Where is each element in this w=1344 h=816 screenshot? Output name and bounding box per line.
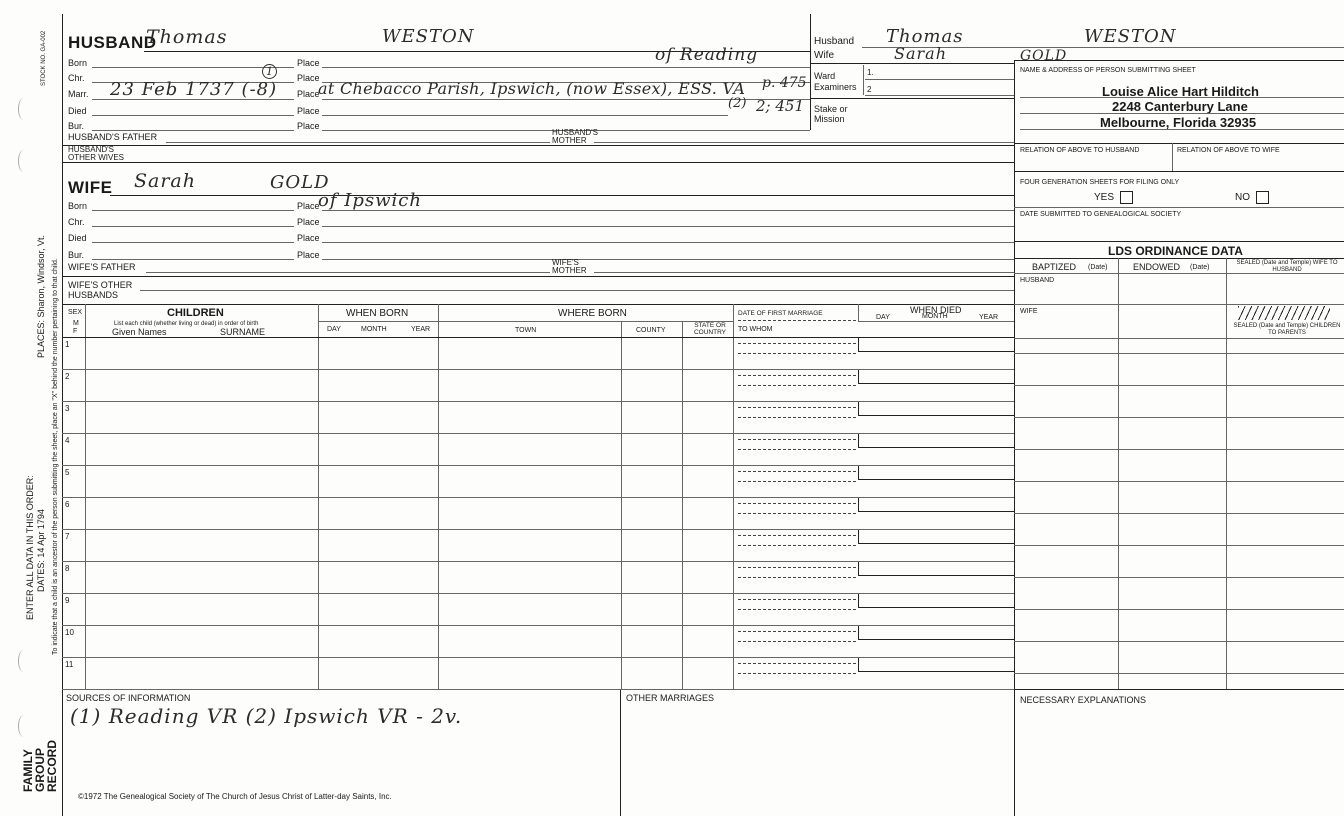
- baptized-date-label: (Date): [1088, 264, 1108, 271]
- lds-row-divider: [1014, 609, 1344, 610]
- child-row-number: 3: [65, 404, 70, 413]
- lds-row-divider: [1014, 577, 1344, 578]
- child-row-number: 11: [65, 660, 74, 669]
- death-date-tick: [858, 530, 859, 544]
- lds-row-divider: [1014, 641, 1344, 642]
- husband-chr-place-label: Place: [297, 73, 320, 83]
- row-divider: [62, 593, 1014, 594]
- right-husband-label: Husband: [814, 36, 855, 47]
- marriage-dash-line: [738, 567, 856, 568]
- left-border: [62, 14, 63, 816]
- ward-label: Ward: [814, 71, 836, 81]
- relation-husband-label: RELATION OF ABOVE TO HUSBAND: [1020, 147, 1140, 154]
- when-died-label: WHEN DIED: [910, 305, 962, 315]
- wife-father-label: WIFE'S FATHER: [68, 262, 136, 272]
- endowed-label: ENDOWED: [1133, 262, 1180, 272]
- row-divider: [62, 625, 1014, 626]
- right-wife-given[interactable]: Sarah: [894, 44, 947, 63]
- no-label: NO: [1235, 192, 1250, 203]
- order-instruction: ENTER ALL DATA IN THIS ORDER:: [25, 475, 35, 620]
- ward-number: 1.: [867, 68, 874, 77]
- punch-hole-mark: [18, 650, 29, 672]
- death-date-tick: [858, 338, 859, 352]
- marr-note-1: 1: [262, 64, 277, 79]
- lds-row-divider: [1014, 673, 1344, 674]
- marr-ref: p. 475: [762, 75, 807, 91]
- sex-label: SEX: [68, 309, 83, 316]
- marriage-dash-line: [738, 577, 856, 578]
- death-date-tick: [858, 562, 859, 576]
- four-gen-label: FOUR GENERATION SHEETS FOR FILING ONLY: [1020, 179, 1180, 186]
- row-divider: [62, 561, 1014, 562]
- died-year-label: YEAR: [979, 314, 999, 321]
- death-date-tick: [858, 626, 859, 640]
- punch-hole-mark: [18, 715, 29, 737]
- marriage-dash-line: [738, 599, 856, 600]
- child-row-number: 10: [65, 628, 74, 637]
- husband-died-place-label: Place: [297, 106, 320, 116]
- lds-wife-row: WIFE: [1020, 308, 1038, 315]
- marriage-dash-line: [738, 471, 856, 472]
- death-date-line[interactable]: [858, 351, 1014, 352]
- where-born-label: WHERE BORN: [558, 308, 627, 319]
- marr-ref-2: 2; 451: [756, 97, 804, 115]
- husband-born-place[interactable]: of Reading: [655, 45, 759, 65]
- husband-other-wives-label: HUSBAND'S OTHER WIVES: [68, 145, 125, 162]
- husband-marr-place-label: Place: [297, 89, 320, 99]
- husband-marr-label: Marr.: [68, 89, 89, 99]
- marr-note-2: (2): [728, 96, 747, 111]
- child-row-number: 5: [65, 468, 70, 477]
- death-date-line[interactable]: [858, 383, 1014, 384]
- when-born-label: WHEN BORN: [346, 308, 409, 319]
- husband-surname[interactable]: WESTON: [382, 26, 475, 47]
- lds-husband-row: HUSBAND: [1020, 277, 1055, 284]
- right-husband-surname[interactable]: WESTON: [1084, 26, 1177, 47]
- baptized-label: BAPTIZED: [1032, 262, 1077, 272]
- child-row-number: 4: [65, 436, 70, 445]
- sources-text[interactable]: (1) Reading VR (2) Ipswich VR - 2v.: [70, 704, 463, 728]
- death-date-line[interactable]: [858, 447, 1014, 448]
- lds-row-divider: [1014, 385, 1344, 386]
- husband-died-label: Died: [68, 106, 87, 116]
- death-date-tick: [858, 658, 859, 672]
- places-entry: PLACES: Sharon, Windsor, Vt.: [36, 234, 46, 358]
- punch-hole-mark: [18, 98, 29, 120]
- marriage-dash-line: [738, 631, 856, 632]
- row-divider: [62, 689, 1014, 690]
- other-marriages-label: OTHER MARRIAGES: [626, 693, 715, 703]
- sealed-wife-label: SEALED (Date and Temple) WIFE TO HUSBAND: [1236, 260, 1338, 273]
- row-divider: [62, 657, 1014, 658]
- examiners-number: 2: [867, 85, 872, 94]
- date-submitted-label: DATE SUBMITTED TO GENEALOGICAL SOCIETY: [1020, 211, 1182, 218]
- wife-mother-label: WIFE'S MOTHER: [552, 258, 587, 275]
- marriage-dash-line: [738, 663, 856, 664]
- husband-heading: HUSBAND: [68, 33, 157, 52]
- death-date-tick: [858, 434, 859, 448]
- submitter-city[interactable]: Melbourne, Florida 32935: [1100, 115, 1257, 130]
- wife-given-name[interactable]: Sarah: [134, 170, 196, 192]
- lds-row-divider: [1014, 481, 1344, 482]
- row-divider: [62, 465, 1014, 466]
- husband-born-place-label: Place: [297, 58, 320, 68]
- given-names-label: Given Names: [112, 327, 167, 337]
- to-whom-label: TO WHOM: [738, 326, 773, 333]
- punch-hole-mark: [18, 150, 29, 172]
- stake-label: Stake or Mission: [814, 104, 848, 124]
- wife-surname[interactable]: GOLD: [270, 172, 330, 193]
- copyright-notice: ©1972 The Genealogical Society of The Church of Jesus Christ of Latter-day Saints, Inc.: [78, 792, 392, 801]
- children-title: CHILDREN: [167, 307, 224, 319]
- county-label: COUNTY: [636, 327, 666, 334]
- lds-row-divider: [1014, 417, 1344, 418]
- wife-chr-place-label: Place: [297, 217, 320, 227]
- marriage-dash-line: [738, 417, 856, 418]
- state-label: STATE OR COUNTRY: [693, 322, 727, 336]
- child-row-number: 2: [65, 372, 70, 381]
- submitter-label: NAME & ADDRESS OF PERSON SUBMITTING SHEET: [1020, 67, 1196, 74]
- right-husband-given[interactable]: Thomas: [886, 26, 964, 47]
- wife-born-place[interactable]: of Ipswich: [318, 190, 422, 211]
- wife-chr-label: Chr.: [68, 217, 85, 227]
- wife-died-label: Died: [68, 233, 87, 243]
- husband-given-name[interactable]: Thomas: [146, 26, 228, 48]
- death-date-line[interactable]: [858, 607, 1014, 608]
- death-date-line[interactable]: [858, 639, 1014, 640]
- examiners-label: Examiners: [814, 82, 857, 92]
- row-divider: [62, 497, 1014, 498]
- lds-row-divider: [1014, 353, 1344, 354]
- death-date-line[interactable]: [858, 479, 1014, 480]
- wife-heading: WIFE: [68, 178, 113, 197]
- husband-marr-place[interactable]: at Chebacco Parish, Ipswich, (now Essex), ESS. VA: [318, 79, 746, 98]
- marriage-dash-line: [738, 641, 856, 642]
- husband-bur-label: Bur.: [68, 121, 85, 131]
- child-row-number: 8: [65, 564, 70, 573]
- children-instruction: List each child (whether living or dead) in order of birth: [114, 321, 259, 327]
- marriage-dash-line: [738, 481, 856, 482]
- submitter-street[interactable]: 2248 Canterbury Lane: [1112, 99, 1248, 114]
- lds-title: LDS ORDINANCE DATA: [1108, 244, 1243, 258]
- death-date-tick: [858, 402, 859, 416]
- marriage-dash-line: [738, 673, 856, 674]
- marriage-dash-line: [738, 609, 856, 610]
- sources-label: SOURCES OF INFORMATION: [66, 693, 191, 703]
- husband-chr-label: Chr.: [68, 73, 85, 83]
- relation-wife-label: RELATION OF ABOVE TO WIFE: [1177, 147, 1280, 154]
- husband-right-divider: [810, 14, 811, 130]
- marriage-dash-line: [738, 385, 856, 386]
- marriage-dash-line: [738, 503, 856, 504]
- lds-row-divider: [1014, 449, 1344, 450]
- wife-bur-label: Bur.: [68, 250, 85, 260]
- sealed-children-label: SEALED (Date and Temple) CHILDREN TO PARENTS: [1233, 323, 1341, 336]
- death-date-tick: [858, 594, 859, 608]
- wife-other-husbands-label: WIFE'S OTHER HUSBANDS: [68, 280, 133, 300]
- husband-bur-place-label: Place: [297, 121, 320, 131]
- death-date-tick: [858, 370, 859, 384]
- wife-died-place-label: Place: [297, 233, 320, 243]
- footer-divider: [620, 689, 621, 816]
- yes-label: YES: [1094, 192, 1115, 203]
- marriage-dash-line: [738, 449, 856, 450]
- death-date-line[interactable]: [858, 575, 1014, 576]
- wife-born-place-label: Place: [297, 201, 320, 211]
- marriage-dash-line: [738, 545, 856, 546]
- endowed-date-label: (Date): [1190, 264, 1210, 271]
- row-divider: [62, 433, 1014, 434]
- first-marriage-label: DATE OF FIRST MARRIAGE: [738, 310, 823, 317]
- died-month-label: MONTH: [922, 313, 948, 320]
- child-row-number: 1: [65, 340, 70, 349]
- marriage-dash-line: [738, 439, 856, 440]
- wife-born-label: Born: [68, 201, 88, 211]
- yes-checkbox[interactable]: [1120, 191, 1133, 204]
- child-row-number: 9: [65, 596, 70, 605]
- husband-mother-label: HUSBAND'S MOTHER: [552, 128, 598, 145]
- marriage-dash-line: [738, 407, 856, 408]
- born-month-label: MONTH: [361, 326, 387, 333]
- child-row-number: 7: [65, 532, 70, 541]
- child-row-number: 6: [65, 500, 70, 509]
- marriage-dash-line: [738, 353, 856, 354]
- died-day-label: DAY: [876, 314, 890, 321]
- mf-label: M F: [73, 320, 79, 335]
- town-label: TOWN: [515, 327, 537, 334]
- row-divider: [62, 529, 1014, 530]
- stock-number: STOCK NO. GA-002: [41, 30, 47, 86]
- lds-row-divider: [1014, 513, 1344, 514]
- death-date-tick: [858, 466, 859, 480]
- children-top-line: [62, 304, 1014, 305]
- row-divider: [62, 369, 1014, 370]
- born-year-label: YEAR: [411, 326, 431, 333]
- husband-born-label: Born: [68, 58, 88, 68]
- marriage-dash-line: [738, 513, 856, 514]
- form-title: FAMILY GROUP RECORD: [21, 739, 59, 792]
- lds-row-divider: [1014, 545, 1344, 546]
- dates-entry: DATES: 14 Apr 1794: [36, 509, 46, 592]
- marriage-dash-line: [738, 343, 856, 344]
- death-date-line[interactable]: [858, 415, 1014, 416]
- husband-marr-date[interactable]: 23 Feb 1737 (-8): [110, 79, 278, 100]
- marriage-dash-line: [738, 535, 856, 536]
- no-checkbox[interactable]: [1256, 191, 1269, 204]
- death-date-line[interactable]: [858, 511, 1014, 512]
- husband-father-label: HUSBAND'S FATHER: [68, 132, 158, 142]
- death-date-tick: [858, 498, 859, 512]
- sealed-hatch: [1238, 306, 1330, 320]
- born-day-label: DAY: [327, 326, 341, 333]
- explanations-label: NECESSARY EXPLANATIONS: [1020, 695, 1147, 705]
- right-wife-label: Wife: [814, 50, 834, 61]
- surname-label: SURNAME: [220, 327, 266, 337]
- row-divider: [62, 401, 1014, 402]
- right-wife-surname[interactable]: GOLD: [1020, 48, 1068, 64]
- wife-bur-place-label: Place: [297, 250, 320, 260]
- death-date-line[interactable]: [858, 671, 1014, 672]
- right-column-divider: [1014, 60, 1015, 816]
- submitter-name[interactable]: Louise Alice Hart Hilditch: [1102, 84, 1259, 99]
- death-date-line[interactable]: [858, 543, 1014, 544]
- marriage-dash-line: [738, 375, 856, 376]
- ancestor-instruction: To indicate that a child is an ancestor of the person submitting the sheet, place an "X" behind the number pertaining to that child.: [52, 258, 59, 655]
